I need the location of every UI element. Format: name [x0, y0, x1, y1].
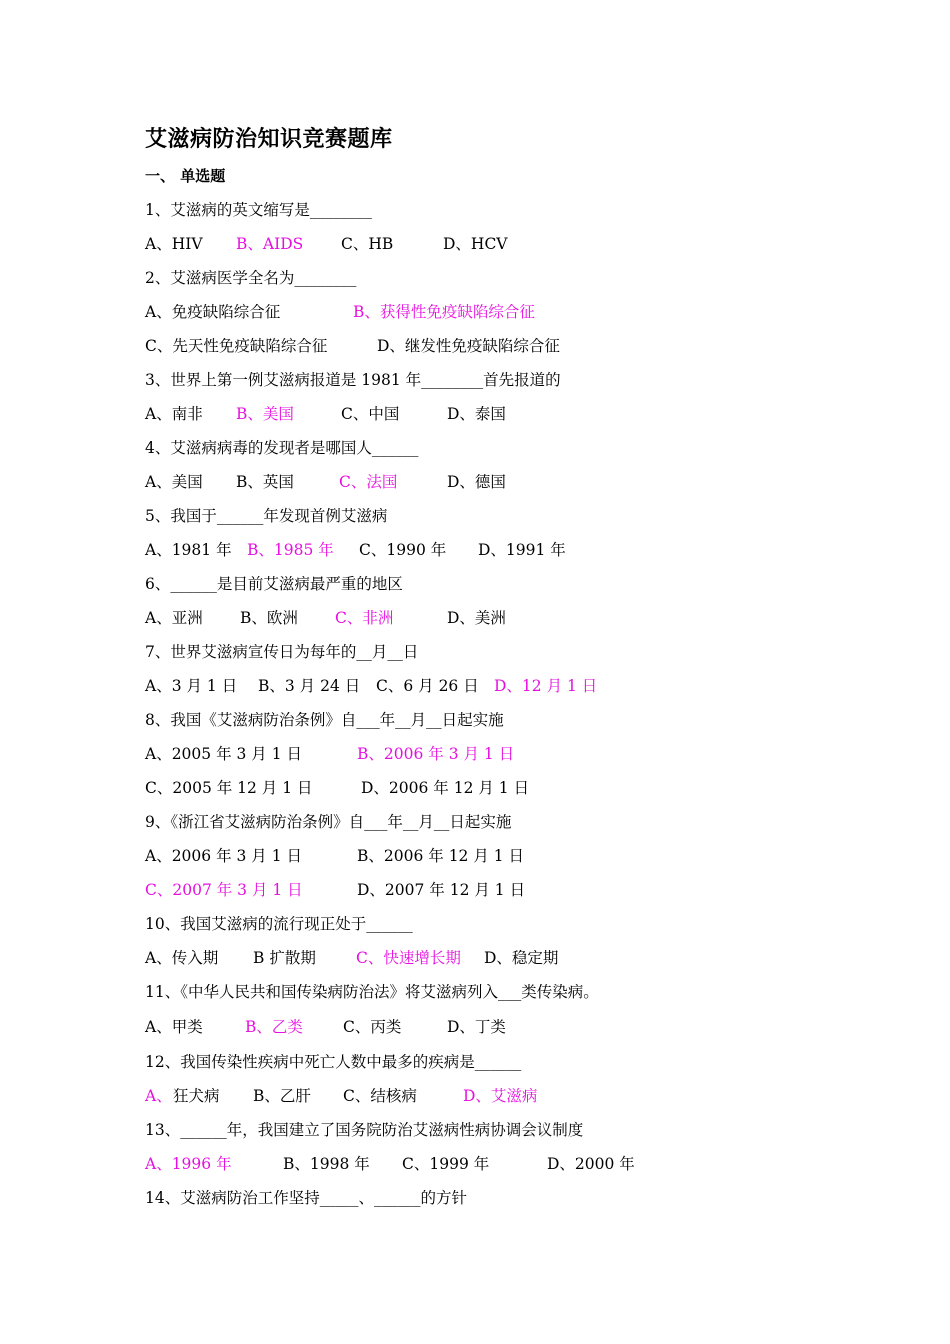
answer-option: C、结核病: [343, 1087, 417, 1105]
answer-options-row: [145, 1084, 765, 1108]
answer-option: D、2006 年 12 月 1 日: [361, 779, 530, 797]
correct-answer-option: B、获得性免疫缺陷综合征: [353, 303, 535, 321]
answer-option: D、1991 年: [478, 541, 566, 559]
answer-option: A、2006 年 3 月 1 日: [145, 847, 302, 865]
question-text: 6、______是目前艾滋病最严重的地区: [145, 575, 403, 593]
correct-answer-option: B、1985 年: [247, 541, 334, 559]
answer-option: B、3 月 24 日: [258, 677, 361, 695]
question-text: 8、我国《艾滋病防治条例》自___年__月__日起实施: [145, 711, 504, 729]
answer-option: D、美洲: [447, 609, 506, 627]
answer-option: B、英国: [236, 473, 294, 491]
answer-option: A、1981 年: [145, 541, 232, 559]
answer-options-row: [145, 402, 765, 426]
answer-options-row: [145, 232, 765, 256]
answer-option: B、1998 年: [283, 1155, 370, 1173]
answer-options-row: [145, 844, 765, 868]
question-text: 3、世界上第一例艾滋病报道是 1981 年________首先报道的: [145, 371, 561, 389]
answer-option: A、免疫缺陷综合征: [145, 303, 281, 321]
answer-option: A、传入期: [145, 949, 219, 967]
correct-answer-option: B、AIDS: [236, 235, 304, 253]
correct-answer-option: C、非洲: [335, 609, 394, 627]
answer-option: C、1999 年: [402, 1155, 490, 1173]
answer-option: D、2007 年 12 月 1 日: [357, 881, 526, 899]
answer-options-row: [145, 1152, 765, 1176]
answer-option: C、丙类: [343, 1018, 402, 1036]
answer-options-row: [145, 334, 765, 358]
answer-option: A、2005 年 3 月 1 日: [145, 745, 302, 763]
answer-option: B、2006 年 12 月 1 日: [357, 847, 525, 865]
answer-option: C、2005 年 12 月 1 日: [145, 779, 313, 797]
answer-options-row: [145, 776, 765, 800]
correct-answer-option: C、2007 年 3 月 1 日: [145, 881, 303, 899]
answer-options-row: [145, 946, 765, 970]
page-title: 艾滋病防治知识竞赛题库: [145, 127, 393, 152]
answer-option: A、美国: [145, 473, 203, 491]
correct-answer-option: C、快速增长期: [356, 949, 461, 967]
question-text: 4、艾滋病病毒的发现者是哪国人______: [145, 439, 419, 457]
answer-options-row: [145, 300, 765, 324]
answer-options-row: [145, 538, 765, 562]
answer-options-row: [145, 674, 765, 698]
question-text: 9、《浙江省艾滋病防治条例》自___年__月__日起实施: [145, 813, 512, 831]
answer-option: D、继发性免疫缺陷综合征: [377, 337, 560, 355]
answer-option: C、中国: [341, 405, 400, 423]
correct-answer-option: D、12 月 1 日: [494, 677, 598, 695]
answer-option: D、德国: [447, 473, 506, 491]
correct-answer-option: B、乙类: [245, 1018, 303, 1036]
answer-option: C、6 月 26 日: [376, 677, 479, 695]
answer-option: C、先天性免疫缺陷综合征: [145, 337, 328, 355]
answer-option: D、稳定期: [484, 949, 559, 967]
answer-option: A、亚洲: [145, 609, 203, 627]
question-text: 11、《中华人民共和国传染病防治法》将艾滋病列入___类传染病。: [145, 983, 599, 1001]
answer-option: B、乙肝: [253, 1087, 311, 1105]
correct-answer-option: B、2006 年 3 月 1 日: [357, 745, 515, 763]
answer-option: C、1990 年: [359, 541, 447, 559]
answer-option: D、丁类: [447, 1018, 506, 1036]
answer-option: A、HIV: [145, 235, 203, 253]
answer-option: A、南非: [145, 405, 203, 423]
answer-option: D、泰国: [447, 405, 506, 423]
answer-option: B 扩散期: [253, 949, 316, 967]
correct-answer-option: D、艾滋病: [463, 1087, 538, 1105]
answer-options-row: [145, 1015, 765, 1039]
answer-option: C、HB: [341, 235, 394, 253]
question-text: 14、艾滋病防治工作坚持_____、______的方针: [145, 1189, 467, 1207]
answer-options-row: [145, 742, 765, 766]
answer-option: A、甲类: [145, 1018, 203, 1036]
question-text: 5、我国于______年发现首例艾滋病: [145, 507, 388, 525]
correct-answer-option: A、: [145, 1087, 172, 1105]
correct-answer-option: A、1996 年: [145, 1155, 232, 1173]
question-text: 10、我国艾滋病的流行现正处于______: [145, 915, 413, 933]
section-heading: 一、 单选题: [145, 167, 226, 185]
answer-option: A、3 月 1 日: [145, 677, 238, 695]
answer-options-row: [145, 470, 765, 494]
answer-option: D、HCV: [443, 235, 508, 253]
answer-option: 狂犬病: [173, 1087, 220, 1105]
correct-answer-option: C、法国: [339, 473, 398, 491]
question-text: 7、世界艾滋病宣传日为每年的__月__日: [145, 643, 419, 661]
answer-option: D、2000 年: [547, 1155, 635, 1173]
answer-options-row: [145, 606, 765, 630]
answer-options-row: [145, 878, 765, 902]
question-text: 12、我国传染性疾病中死亡人数中最多的疾病是______: [145, 1053, 522, 1071]
answer-option: B、欧洲: [240, 609, 298, 627]
question-text: 13、______年，我国建立了国务院防治艾滋病性病协调会议制度: [145, 1121, 584, 1139]
question-text: 2、艾滋病医学全名为________: [145, 269, 357, 287]
question-text: 1、艾滋病的英文缩写是________: [145, 201, 372, 219]
correct-answer-option: B、美国: [236, 405, 294, 423]
